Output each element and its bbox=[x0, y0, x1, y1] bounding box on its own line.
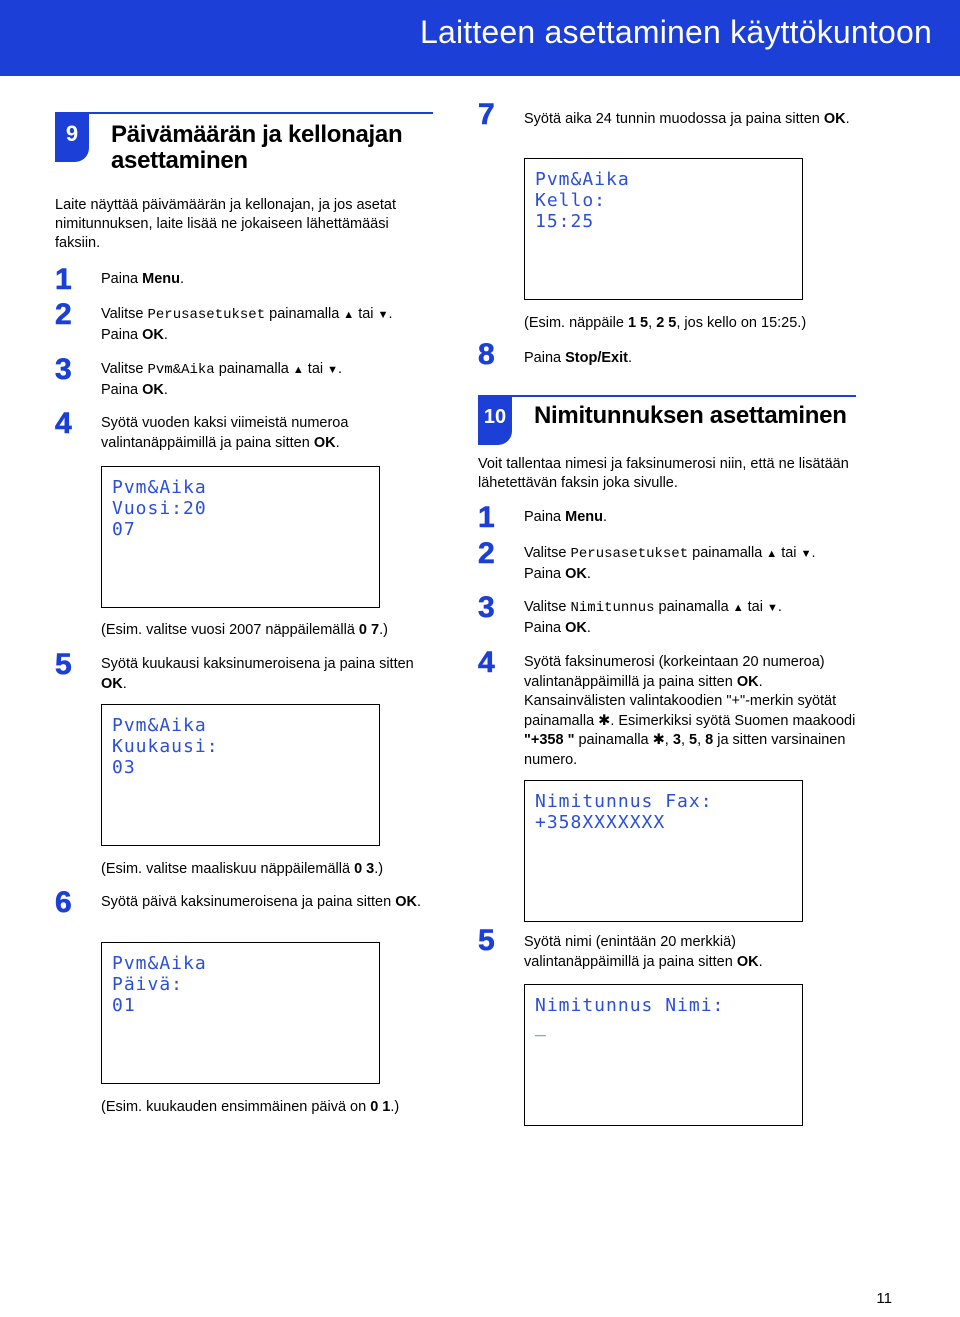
step-text: Syötä aika 24 tunnin muodossa ja paina sitten OK. bbox=[524, 111, 850, 127]
star-key-icon: ✱ bbox=[652, 732, 665, 748]
section-number-badge: 10 bbox=[478, 397, 512, 445]
section-10-heading bbox=[478, 395, 856, 455]
step-text: Paina Menu. bbox=[101, 271, 185, 287]
step-text: Valitse Perusasetukset painamalla ▲ tai ▼. Paina OK. bbox=[101, 306, 393, 343]
step-number: 3 bbox=[478, 591, 495, 624]
step-number: 5 bbox=[478, 924, 495, 957]
step-text: Syötä nimi (enintään 20 merkkiä) valintanäppäimillä ja paina sitten OK. bbox=[524, 934, 763, 970]
step-number: 6 bbox=[55, 886, 72, 919]
up-arrow-icon: ▲ bbox=[732, 602, 744, 614]
example-note: (Esim. valitse vuosi 2007 näppäilemällä 0 7.) bbox=[101, 622, 388, 638]
lcd-display-fax bbox=[524, 780, 803, 922]
example-note: (Esim. näppäile 1 5, 2 5, jos kello on 15:25.) bbox=[524, 315, 807, 331]
lcd-line: Kello: bbox=[535, 190, 607, 211]
step-number: 3 bbox=[55, 353, 72, 386]
step-text: Syötä päivä kaksinumeroisena ja paina sitten OK. bbox=[101, 894, 421, 910]
step-number: 4 bbox=[55, 407, 72, 440]
lcd-line: Päivä: bbox=[112, 974, 184, 995]
step-number: 4 bbox=[478, 646, 495, 679]
lcd-line: +358XXXXXXX bbox=[535, 812, 666, 833]
lcd-display-day bbox=[101, 942, 380, 1084]
down-arrow-icon: ▼ bbox=[377, 309, 389, 321]
step-text: Syötä faksinumerosi (korkeintaan 20 numeroa) valintanäppäimillä ja paina sitten OK. Kansainvälisten valintakoodien "+"-merkin syötät painamalla ✱. Esimerkiksi syötä Suomen maakoodi "+358 " painamalla ✱, 3, 5, 8 ja sitten varsinainen numero. bbox=[524, 654, 856, 768]
section-divider bbox=[478, 395, 856, 397]
lcd-display-year bbox=[101, 466, 380, 608]
lcd-line: Pvm&Aika bbox=[112, 953, 207, 974]
down-arrow-icon: ▼ bbox=[327, 364, 339, 376]
lcd-line: Nimitunnus Fax: bbox=[535, 791, 713, 812]
header-bar bbox=[0, 0, 960, 76]
lcd-line: _ bbox=[535, 1016, 547, 1037]
step-text: Valitse Pvm&Aika painamalla ▲ tai ▼. Paina OK. bbox=[101, 361, 343, 398]
lcd-line: Vuosi:20 bbox=[112, 498, 207, 519]
step-number: 7 bbox=[478, 98, 495, 131]
step-number: 5 bbox=[55, 648, 72, 681]
down-arrow-icon: ▼ bbox=[800, 548, 812, 560]
lcd-line: 03 bbox=[112, 757, 136, 778]
section-divider bbox=[55, 112, 433, 114]
up-arrow-icon: ▲ bbox=[766, 548, 778, 560]
section-intro: Voit tallentaa nimesi ja faksinumerosi niin, että ne lisätään lähetettävän faksin joka sivulle. bbox=[478, 456, 849, 491]
lcd-line: 07 bbox=[112, 519, 136, 540]
step-text: Paina Menu. bbox=[524, 509, 608, 525]
lcd-display-time bbox=[524, 158, 803, 300]
lcd-line: 01 bbox=[112, 995, 136, 1016]
down-arrow-icon: ▼ bbox=[766, 602, 778, 614]
section-number-badge: 9 bbox=[55, 114, 89, 162]
step-text: Valitse Nimitunnus painamalla ▲ tai ▼. Paina OK. bbox=[524, 599, 782, 636]
lcd-line: Pvm&Aika bbox=[112, 715, 207, 736]
example-note: (Esim. kuukauden ensimmäinen päivä on 0 1.) bbox=[101, 1099, 400, 1115]
section-intro: Laite näyttää päivämäärän ja kellonajan, ja jos asetat nimitunnuksen, laite lisää ne jokaiseen lähettämääsi faksiin. bbox=[55, 197, 396, 251]
step-text: Syötä kuukausi kaksinumeroisena ja paina sitten OK. bbox=[101, 656, 414, 692]
step-text: Paina Stop/Exit. bbox=[524, 350, 632, 366]
step-number: 1 bbox=[478, 501, 495, 534]
star-key-icon: ✱ bbox=[598, 712, 611, 729]
step-number: 1 bbox=[55, 263, 72, 296]
step-text: Valitse Perusasetukset painamalla ▲ tai ▼. Paina OK. bbox=[524, 545, 816, 582]
step-number: 8 bbox=[478, 338, 495, 371]
section-title: Päivämäärän ja kellonajan asettaminen bbox=[111, 121, 403, 174]
lcd-display-name bbox=[524, 984, 803, 1126]
lcd-line: Nimitunnus Nimi: bbox=[535, 995, 725, 1016]
lcd-line: 15:25 bbox=[535, 211, 595, 232]
step-number: 2 bbox=[478, 537, 495, 570]
page-title: Laitteen asettaminen käyttökuntoon bbox=[419, 14, 932, 50]
section-9 bbox=[55, 112, 433, 253]
page-number: 11 bbox=[876, 1290, 892, 1307]
lcd-line: Pvm&Aika bbox=[112, 477, 207, 498]
lcd-display-month bbox=[101, 704, 380, 846]
lcd-line: Pvm&Aika bbox=[535, 169, 630, 190]
up-arrow-icon: ▲ bbox=[292, 364, 304, 376]
step-text: Syötä vuoden kaksi viimeistä numeroa valintanäppäimillä ja paina sitten OK. bbox=[101, 415, 349, 451]
step-number: 2 bbox=[55, 298, 72, 331]
section-title: Nimitunnuksen asettaminen bbox=[534, 402, 847, 429]
up-arrow-icon: ▲ bbox=[343, 309, 355, 321]
example-note: (Esim. valitse maaliskuu näppäilemällä 0 3.) bbox=[101, 861, 384, 877]
section-9-heading bbox=[55, 112, 433, 172]
lcd-line: Kuukausi: bbox=[112, 736, 219, 757]
section-10 bbox=[478, 395, 856, 493]
